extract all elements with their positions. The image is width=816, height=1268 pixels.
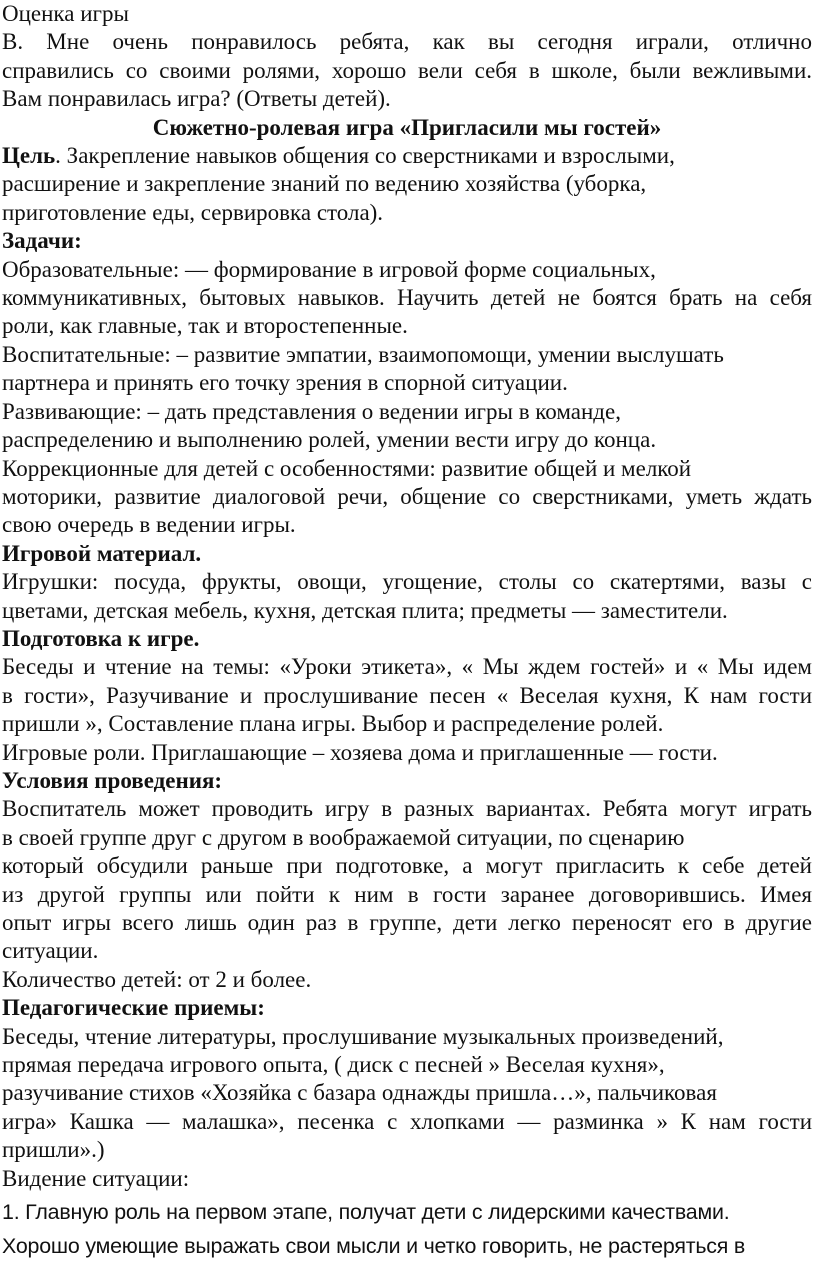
conditions-line: который обсудили раньше при подготовке, а могут пригласить к себе детей (2, 853, 812, 879)
conditions-line: из другой группы или пойти к ним в гости заранее договорившись. Имея (2, 881, 812, 907)
tasks-line: распределению и выполнению ролей, умении вести игру до конца. (2, 427, 657, 453)
conditions-heading: Условия проведения: (2, 767, 223, 793)
preparation-line: Игровые роли. Приглашающие – хозяева дома и приглашенные — гости. (2, 739, 718, 765)
tasks-line: роли, как главные, так и второстепенные. (2, 313, 408, 339)
intro-heading: Оценка игры (2, 1, 129, 26)
techniques-line: разучивание стихов «Хозяйка с базара однажды пришла…», пальчиковая (2, 1080, 717, 1106)
tasks-line: Развивающие: – дать представления о ведении игры в команде, (2, 398, 621, 424)
preparation-heading: Подготовка к игре. (2, 625, 200, 651)
material-line: цветами, детская мебель, кухня, детская плита; предметы — заместители. (2, 597, 728, 623)
conditions-line: в своей группе друг с другом в воображаемой ситуации, по сценарию (2, 824, 685, 850)
conditions-line: Количество детей: от 2 и более. (2, 966, 312, 992)
material-line: Игрушки: посуда, фрукты, овощи, угощение, столы со скатертями, вазы с (2, 569, 812, 595)
tasks-line: свою очередь в ведении игры. (2, 512, 296, 538)
tasks-heading: Задачи: (2, 228, 82, 254)
tasks-line: Образовательные: — формирование в игровой форме социальных, (2, 256, 656, 282)
tasks-line: моторики, развитие диалоговой речи, общение со сверстниками, уметь ждать (2, 483, 812, 509)
techniques-line: Беседы, чтение литературы, прослушивание музыкальных произведений, (2, 1023, 724, 1049)
techniques-line: Видение ситуации: (2, 1165, 190, 1191)
preparation-line: пришли », Составление плана игры. Выбор и распределение ролей. (2, 711, 664, 737)
intro-line: Вам понравилась игра? (Ответы детей). (2, 86, 391, 112)
goal-first-line (2, 142, 812, 170)
intro-line: В. Мне очень понравилось ребята, как вы сегодня играли, отлично (2, 29, 812, 55)
preparation-line: в гости», Разучивание и прослушивание песен « Веселая кухня, К нам гости (2, 682, 812, 708)
document-title: Сюжетно-ролевая игра «Пригласили мы гостей» (152, 114, 662, 140)
material-heading: Игровой материал. (2, 540, 202, 566)
tasks-line: коммуникативных, бытовых навыков. Научить детей не боятся брать на себя (2, 285, 812, 311)
goal-line: приготовление еды, сервировка стола). (2, 199, 384, 225)
conditions-line: Воспитатель может проводить игру в разных вариантах. Ребята могут играть (2, 796, 812, 822)
tasks-line: Воспитательные: – развитие эмпатии, взаимопомощи, умении выслушать (2, 341, 724, 367)
techniques-line: пришли».) (2, 1137, 105, 1163)
goal-text: . Закрепление навыков общения со сверстниками и взрослыми, (55, 143, 675, 169)
conditions-line: ситуации. (2, 938, 99, 964)
vision-line: Хорошо умеющие выражать свои мысли и четко говорить, не растеряться в (2, 1234, 746, 1259)
goal-line: расширение и закрепление знаний по ведению хозяйства (уборка, (2, 171, 647, 197)
tasks-line: партнера и принять его точку зрения в спорной ситуации. (2, 370, 568, 396)
techniques-heading: Педагогические приемы: (2, 995, 265, 1021)
goal-label: Цель (2, 143, 56, 169)
techniques-line: игра» Кашка — малашка», песенка с хлопками — разминка » К нам гости (2, 1108, 812, 1134)
tasks-line: Коррекционные для детей с особенностями: развитие общей и мелкой (2, 455, 692, 481)
vision-line: 1. Главную роль на первом этапе, получат дети с лидерскими качествами. (2, 1200, 730, 1225)
conditions-line: опыт игры всего лишь один раз в группе, дети легко переносят его в другие (2, 910, 812, 935)
preparation-line: Беседы и чтение на темы: «Уроки этикета», « Мы ждем гостей» и « Мы идем (2, 654, 812, 680)
techniques-line: прямая передача игрового опыта, ( диск с песней » Веселая кухня», (2, 1052, 665, 1078)
intro-line: справились со своими ролями, хорошо вели себя в школе, были вежливыми. (2, 57, 812, 83)
